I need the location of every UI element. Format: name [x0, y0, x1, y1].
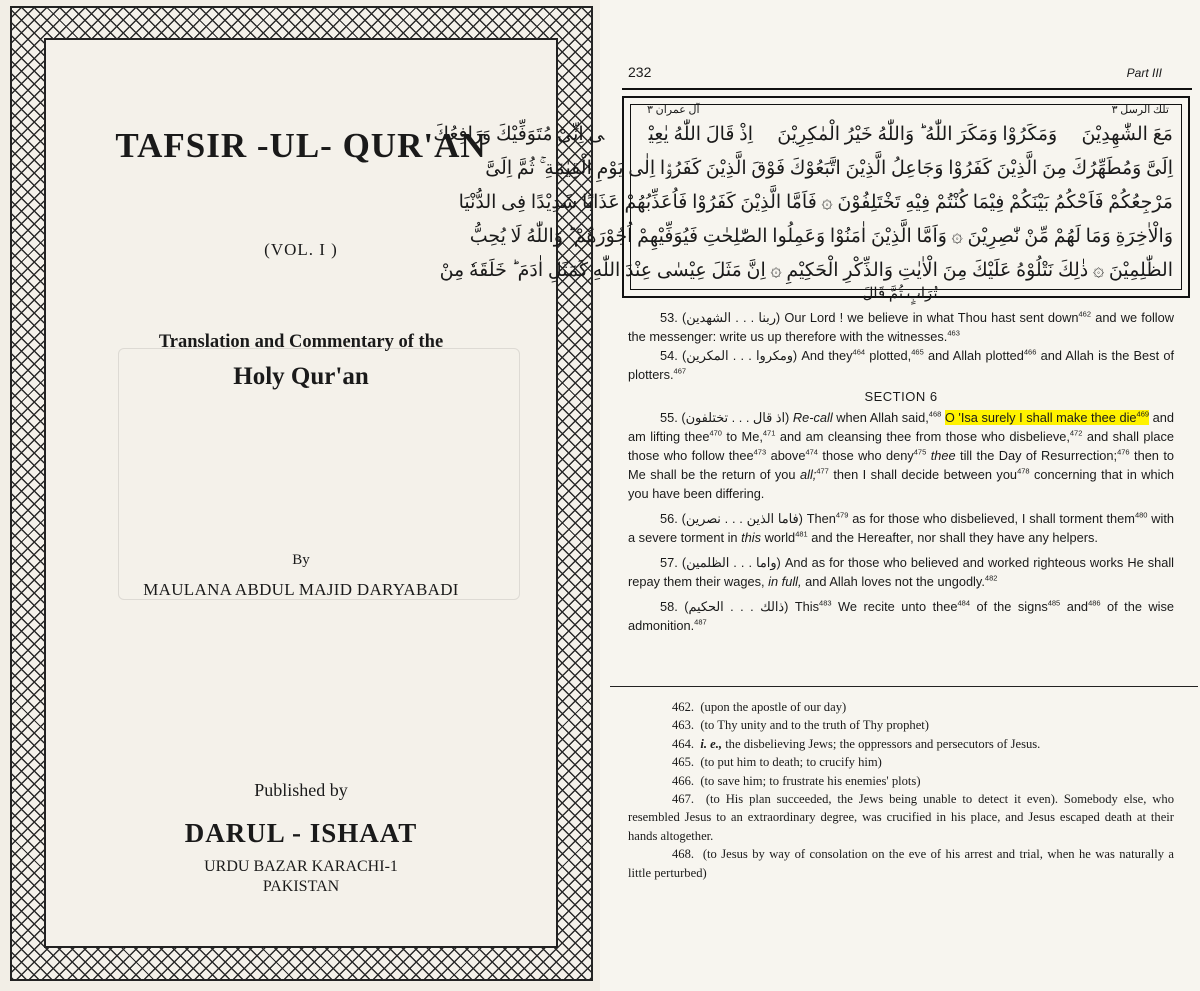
- publisher-address-1: URDU BAZAR KARACHI-1: [204, 858, 398, 875]
- by-label: By: [292, 552, 310, 568]
- verse-57: 57. (واما . . . الظلمين) And as for those who believed and worked righteous works He shall repay them their wages, in full, and Allah loves not the ungodly.$^{482}$: [628, 555, 1175, 589]
- volume-label: (VOL. I ): [264, 240, 338, 259]
- footnote-465: 465. (to put him to death; to crucify him): [672, 755, 882, 770]
- footnotes: [628, 698, 1174, 882]
- surah-label: آل عمران ٣: [647, 104, 700, 116]
- section-heading: SECTION 6: [864, 389, 938, 404]
- book-title: TAFSIR -UL- QUR'AN: [115, 126, 487, 165]
- book-subtitle: Translation and Commentary of the: [158, 332, 444, 352]
- footnote-463: 463. (to Thy unity and to the truth of Thy prophet): [672, 718, 929, 733]
- header-rule: [622, 88, 1192, 90]
- arabic-line: اِلَىَّ وَمُطَهِّرُكَ مِنَ الَّذِيْنَ كَفَرُوْا وَجَاعِلُ الَّذِيْنَ اتَّبَعُوْكَ فَوْقَ الَّذِيْنَ كَفَرُوْۤا اِلٰى يَوْمِ الْقِيٰمَةِ ۚ ثُمَّ اِلَىَّ: [485, 158, 1173, 179]
- verse-53: 53. (ربنا . . . الشهدين) Our Lord ! we believe in what Thou hast sent down$^{462}$ and we follow the messenger: write us up therefore with the witnesses.$^{463}$: [628, 309, 1174, 344]
- title-frame: [44, 38, 558, 948]
- published-by-label: Published by: [254, 780, 348, 800]
- verse-55: 55. (اذ قال . . . تختلفون) Re-call when Allah said,$^{468}$ O 'Isa surely I shall make thee die$^{469}$ and am lifting thee$^{470}$ to Me,$^{471}$ and am cleansing thee from those who disbelieve,$^{472}$ and shall place those who follow thee$^{473}$ above$^{474}$ those who deny$^{475}$ thee till the Day of Resurrection;$^{476}$ then to Me shall be the return of you all;$^{477}$ then I shall decide between you$^{478}$ concerning that in which you have been differing.: [628, 409, 1175, 501]
- book-subtitle-2: Holy Qur'an: [233, 363, 369, 390]
- juz-label: تلك الرسل ٣: [1111, 104, 1169, 116]
- arabic-line: الظّٰلِمِيْنَ ۞ ذٰلِكَ نَتْلُوْهُ عَلَيْكَ مِنَ الْاٰيٰتِ وَالذِّكْرِ الْحَكِيْمِ ۞ اِنَّ مَثَلَ عِيْسٰى عِنْدَ اللّٰهِ كَمَثَلِ اٰدَمَ ؕ خَلَقَهٗ مِنْ: [439, 260, 1173, 281]
- highlighted-text: O 'Isa surely I shall make thee die$^{469}$: [944, 409, 1150, 425]
- publisher-address-2: PAKISTAN: [262, 878, 340, 895]
- footnote-464: 464. i. e., the disbelieving Jews; the oppressors and persecutors of Jesus.: [672, 736, 1041, 751]
- footnote-468: 468. (to Jesus by way of consolation on the eve of his arrest and trial, when he was naturally a little perturbed): [628, 847, 1175, 880]
- arabic-tail: تُرَابٍ ثُمَّ قَالَ: [862, 286, 938, 302]
- author-name: MAULANA ABDUL MAJID DARYABADI: [143, 580, 459, 599]
- verse-54: 54. (ومكروا . . . المكرين) And they$^{464}$ plotted,$^{465}$ and Allah plotted$^{466}$ and Allah is the Best of plotters.$^{467}$: [628, 347, 1174, 382]
- verse-translation: [628, 308, 1174, 635]
- arabic-line: وَالْاٰخِرَةِ وَمَا لَهُمْ مِّنْ نّٰصِرِيْنَ ۞ وَاَمَّا الَّذِيْنَ اٰمَنُوْا وَعَمِلُوا الصّٰلِحٰتِ فَيُوَفِّيْهِمْ اُجُوْرَهُمْ ؕ وَاللّٰهُ لَا يُحِبُّ: [469, 226, 1173, 247]
- arabic-line: مَعَ الشّٰهِدِيْنَ ۞ وَمَكَرُوْا وَمَكَرَ اللّٰهُ ؕ وَاللّٰهُ خَيْرُ الْمٰكِرِيْنَ ۞ اِذْ قَالَ اللّٰهُ يٰعِيْسٰۤى اِنِّىْ مُتَوَفِّيْكَ وَرَافِعُكَ: [433, 124, 1173, 145]
- footnote-462: 462. (upon the apostle of our day): [672, 700, 847, 714]
- publisher-name: DARUL - ISHAAT: [184, 818, 418, 848]
- page-number: 232: [628, 64, 652, 80]
- part-label: Part III: [1126, 66, 1162, 80]
- footnote-467: 467. (to His plan succeeded, the Jews being unable to detect it even). Somebody else, who resembled Jesus to an extraordinary degree, was crucified in his place, and Jesus escaped death at their hands altogether.: [628, 792, 1174, 843]
- arabic-line: مَرْجِعُكُمْ فَاَحْكُمُ بَيْنَكُمْ فِيْمَا كُنْتُمْ فِيْهِ تَخْتَلِفُوْنَ ۞ فَاَمَّا الَّذِيْنَ كَفَرُوْا فَاُعَذِّبُهُمْ عَذَابًا شَدِيْدًا فِى الدُّنْيَا: [458, 192, 1173, 213]
- arabic-verse-box: [433, 96, 1190, 298]
- verse-58: 58. (ذالك . . . الحكيم) This$^{483}$ We recite unto thee$^{484}$ of the signs$^{485}$ and$^{486}$ of the wise admonition.$^{487}$: [628, 598, 1175, 633]
- text-page: [433, 0, 1200, 991]
- footnote-rule: [610, 686, 1198, 687]
- footnote-466: 466. (to save him; to frustrate his enemies' plots): [672, 773, 921, 788]
- verse-56: 56. (فاما الذين . . . نصرين) Then$^{479}$ as for those who disbelieved, I shall torment them$^{480}$ with a severe torment in this world$^{481}$ and the Hereafter, nor shall they have any helpers.: [628, 510, 1174, 545]
